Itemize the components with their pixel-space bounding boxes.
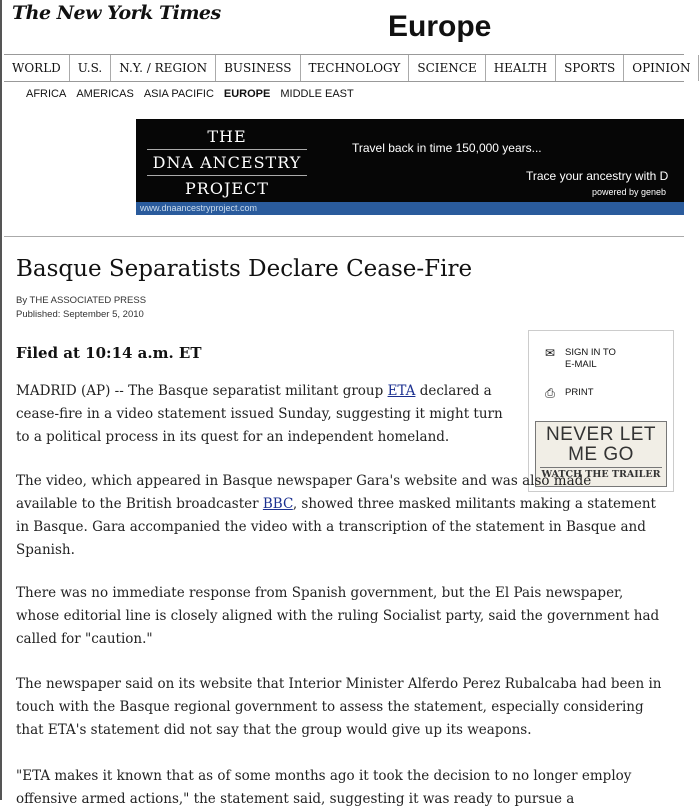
article-byline: [16, 294, 146, 322]
print-label: PRINT: [565, 387, 594, 398]
nav-item-business[interactable]: BUSINESS: [216, 55, 300, 81]
section-title: Europe: [388, 10, 492, 43]
ad-tagline-1: Travel back in time 150,000 years...: [352, 141, 542, 155]
nav-item-technology[interactable]: TECHNOLOGY: [301, 55, 410, 81]
movie-ad-title-2: ME GO: [568, 444, 634, 465]
sign-in-to-email-button[interactable]: [543, 347, 616, 371]
masthead-logo[interactable]: The New York Times: [12, 2, 221, 24]
subnav-item-africa[interactable]: AFRICA: [26, 88, 67, 100]
article-paragraph-5: "ETA makes it known that as of some months ago it took the decision to no longer employ offensive armed actions," the statement said, suggesting it was ready to pursue a: [16, 768, 632, 807]
movie-ad-title-1: NEVER LET: [545, 424, 657, 445]
nav-item-ny-region[interactable]: N.Y. / REGION: [111, 55, 216, 81]
ad-tagline-2: Trace your ancestry with D: [526, 169, 669, 183]
ad-title-line-3: PROJECT: [185, 179, 269, 198]
eta-link[interactable]: ETA: [387, 383, 416, 399]
ad-title-rule: [147, 175, 307, 176]
article-paragraph-4: The newspaper said on its website that Interior Minister Alferdo Perez Rubalcaba had been in touch with the Basque regional government to assess the statement, especially considering that ETA's statement did not say that the group would give up its weapons.: [16, 676, 662, 738]
byline-author: By THE ASSOCIATED PRESS: [16, 295, 147, 306]
main-nav: [4, 54, 691, 82]
paragraph-text: , showed three masked militants making a statement in Basque. Gara accompanied the video with a transcription of the statement in Basque and Spanish.: [16, 496, 656, 558]
nav-item-science[interactable]: SCIENCE: [409, 55, 485, 81]
print-button[interactable]: [543, 387, 594, 399]
byline-published: Published: September 5, 2010: [16, 309, 144, 320]
subnav-item-europe[interactable]: EUROPE: [223, 88, 271, 100]
subnav-item-americas[interactable]: AMERICAS: [76, 88, 134, 100]
paragraph-text: MADRID (AP) -- The Basque separatist militant group: [16, 383, 388, 399]
article-paragraph-2: [16, 470, 656, 562]
nav-item-us[interactable]: U.S.: [70, 55, 111, 81]
article-tools: [528, 330, 674, 492]
paragraph-text: declared a cease-fire in a video statement issued Sunday, suggesting it might turn to a political process in its quest for an independent homeland.: [16, 383, 503, 445]
article-paragraph-1: [16, 380, 516, 449]
nav-item-opinion[interactable]: OPINION: [624, 55, 699, 81]
bbc-link[interactable]: BBC: [262, 496, 293, 512]
watch-trailer-link[interactable]: WATCH THE TRAILER: [541, 469, 661, 480]
nav-item-world[interactable]: WORLD: [4, 55, 70, 81]
paragraph-text: The video, which appeared in Basque newspaper Gara's website and was also made available to the British broadcaster: [16, 473, 592, 512]
subnav-item-asia-pacific[interactable]: ASIA PACIFIC: [143, 88, 214, 100]
sub-nav: [26, 88, 354, 100]
ad-url[interactable]: www.dnaancestryproject.com: [136, 202, 684, 215]
ad-title-line-1: THE: [207, 127, 247, 146]
article-paragraph-3: There was no immediate response from Spanish government, but the El Pais newspaper, whose editorial line is closely aligned with the ruling Socialist party, said the government had called for "caution.": [16, 585, 660, 647]
nav-item-health[interactable]: HEALTH: [486, 55, 556, 81]
article-headline: Basque Separatists Declare Cease-Fire: [16, 256, 473, 282]
sign-in-label: [565, 347, 616, 371]
subnav-item-middle-east[interactable]: MIDDLE EAST: [280, 88, 354, 100]
ad-title: [142, 125, 312, 200]
filed-time: Filed at 10:14 a.m. ET: [16, 344, 202, 362]
ad-title-line-2: DNA ANCESTRY: [152, 153, 302, 172]
envelope-icon: ✉: [544, 346, 556, 360]
printer-icon: ⎙: [545, 386, 555, 400]
header-divider: [4, 236, 684, 237]
ad-powered-by: powered by geneb: [592, 187, 667, 197]
nav-item-sports[interactable]: SPORTS: [556, 55, 624, 81]
sign-in-label-line-1: SIGN IN TO: [565, 347, 616, 358]
banner-ad[interactable]: [136, 119, 684, 215]
ad-title-rule: [147, 149, 307, 150]
sign-in-label-line-2: E-MAIL: [565, 359, 597, 370]
